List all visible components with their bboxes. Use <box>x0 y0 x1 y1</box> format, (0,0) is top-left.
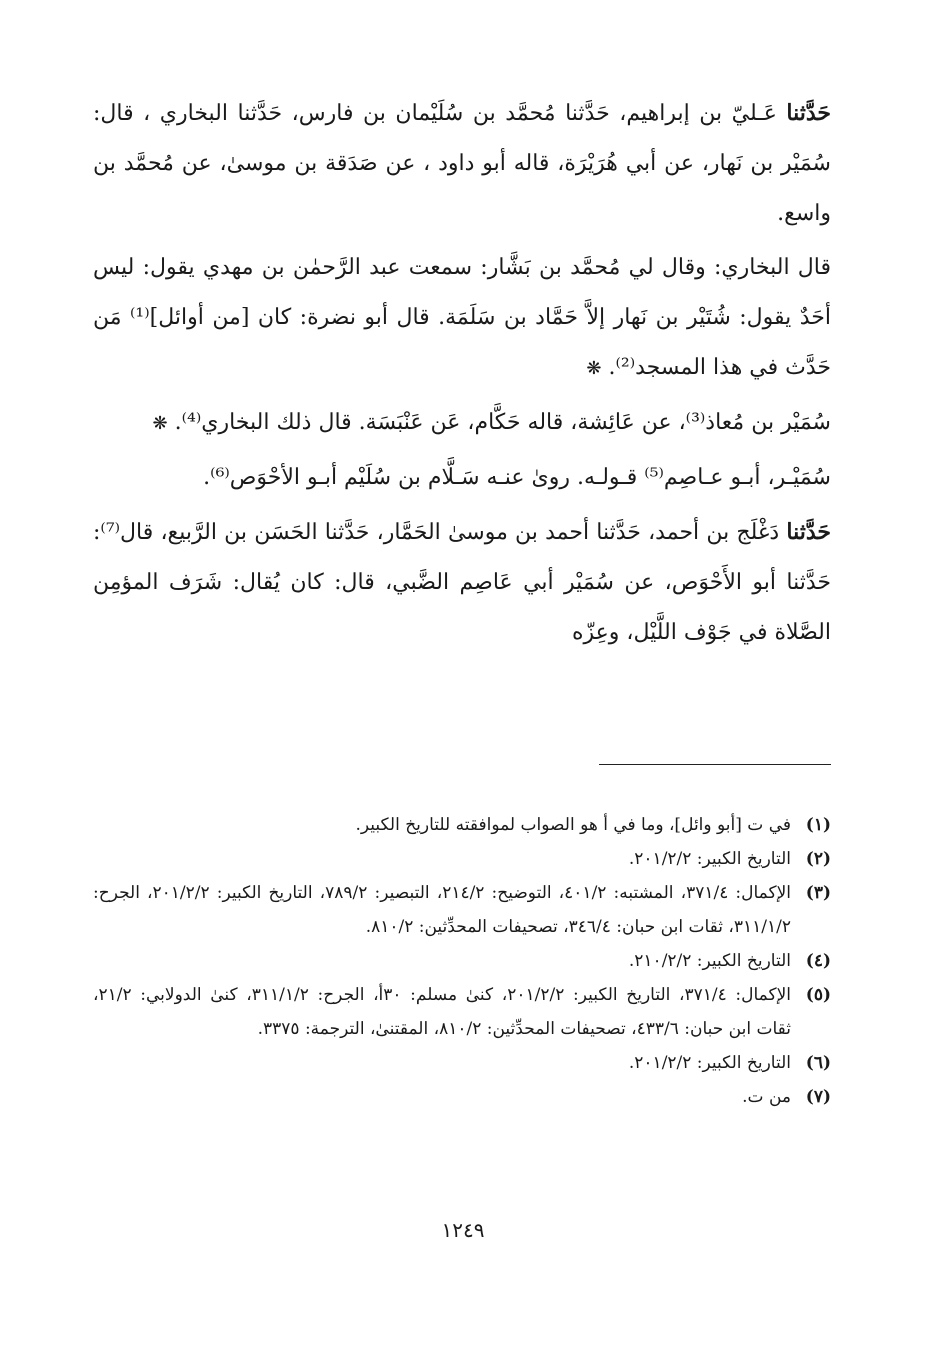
footnote-text: التاريخ الكبير: ٢٠١/٢/٢. <box>628 849 791 869</box>
paragraph-text: عَـليّ بن إبراهيم، حَدَّثنا مُحمَّد بن سُلَيْمان بن فارس، حَدَّثنا البخاري ، قال: سُمَيْر بن نَهار، عن أبي هُرَيْرَة، قاله أبو داود ، عن صَدَقة بن موسىٰ، عن مُحمَّد بن واسع. <box>93 101 831 226</box>
footnote <box>93 876 831 944</box>
footnote-number: (٤) <box>805 951 831 971</box>
footnotes <box>93 808 831 1114</box>
footnote <box>93 978 831 1046</box>
footnote-text: في ت [أبو وائل]، وما في أ هو الصواب لموافقته للتاريخ الكبير. <box>355 815 791 835</box>
footnote-divider <box>599 764 831 765</box>
paragraph-2 <box>93 243 831 394</box>
asterisk-icon: ❋ <box>586 358 602 379</box>
paragraph-lead: حَدَّثنا <box>786 100 831 126</box>
footnote <box>93 808 831 842</box>
footnote-text: التاريخ الكبير: ٢١٠/٢/٢. <box>628 951 791 971</box>
paragraph-text: سُمَيْر بن مُعاذ⁽³⁾، عن عَائِشة، قاله حَكَّام، عَن عَنْبَسَة. قال ذلك البخاري⁽⁴⁾. <box>174 410 831 435</box>
footnote-number: (٧) <box>805 1087 831 1107</box>
asterisk-icon: ❋ <box>152 413 168 434</box>
main-text <box>93 88 831 662</box>
footnote <box>93 944 831 978</box>
page-number: ١٢٤٩ <box>441 1218 485 1242</box>
footnote-number: (٥) <box>805 985 831 1005</box>
footnote-number: (٦) <box>805 1053 831 1073</box>
paragraph-text: سُمَيْـر، أبـو عـاصِم⁽⁵⁾ قـولـه. روىٰ عنـه سَـلَّام بن سُلَيْم أبـو الأحْوَص⁽⁶⁾. <box>203 465 831 490</box>
paragraph-4 <box>93 453 831 503</box>
paragraph-lead: حَدَّثنا <box>786 519 831 545</box>
paragraph-text: قال البخاري: وقال لي مُحمَّد بن بَشَّار: سمعت عبد الرَّحمٰن بن مهدي يقول: ليس أحَدٌ يقول: شُتَيْر بن نَهار إلاَّ حَمَّاد بن سَلَمَة. قال أبو نضرة: كان [من أوائل]⁽¹⁾ مَن حَدَّث في هذا المسجد⁽²⁾. <box>93 255 831 380</box>
footnote-text: من ت. <box>742 1087 791 1107</box>
footnote <box>93 1080 831 1114</box>
footnote-number: (٣) <box>805 883 831 903</box>
paragraph-text: دَغْلَج بن أحمد، حَدَّثنا أحمد بن موسىٰ الحَمَّار، حَدَّثنا الحَسَن بن الرَّبيع، قال⁽⁷⁾: حَدَّثنا أبو الأَحْوَص، عن سُمَيْر أبي عَاصِم الضَّبي، قال: كان يُقال: شَرَف المؤمِن الصَّلاة في جَوْف اللَّيْل، وعِزّه <box>93 520 831 645</box>
footnote-text: الإكمال: ٣٧١/٤، التاريخ الكبير: ٢٠١/٢/٢، كنىٰ مسلم: ٣٠أ، الجرح: ٣١١/١/٢، كنىٰ الدولابي: ٢١/٢، ثقات ابن حبان: ٤٣٣/٦، تصحيفات المحدِّثين: ٨١٠/٢، المقتنىٰ، الترجمة: ٣٣٧٥. <box>93 985 792 1039</box>
footnote-text: الإكمال: ٣٧١/٤، المشتبه: ٤٠١/٢، التوضيح: ٢١٤/٢، التبصير: ٧٨٩/٢، التاريخ الكبير: ٢٠١/٢/٢، الجرح: ٣١١/١/٢، ثقات ابن حبان: ٣٤٦/٤، تصحيفات المحدِّثين: ٨١٠/٢. <box>93 883 792 937</box>
paragraph-1 <box>93 88 831 239</box>
footnote <box>93 842 831 876</box>
footnote-text: التاريخ الكبير: ٢٠١/٢/٢. <box>628 1053 791 1073</box>
footnote-number: (١) <box>805 815 831 835</box>
paragraph-3 <box>93 398 831 449</box>
footnote-number: (٢) <box>805 849 831 869</box>
paragraph-5 <box>93 507 831 658</box>
footnote <box>93 1046 831 1080</box>
